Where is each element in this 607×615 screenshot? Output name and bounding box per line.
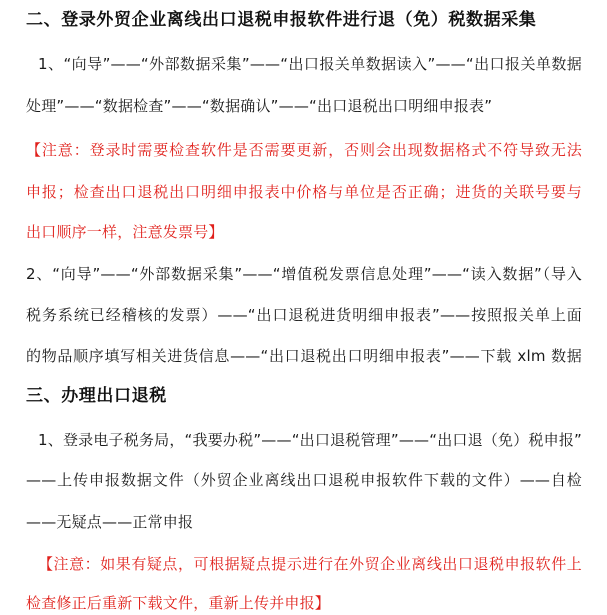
note-1-line-1: 【注意：登录时需要检查软件是否需要更新，否则会出现数据格式不符导致无法 <box>26 141 582 159</box>
note-1-line-3: 出口顺序一样，注意发票号】 <box>26 223 224 241</box>
note-1-line-2: 申报；检查出口退税出口明细申报表中价格与单位是否正确；进货的关联号要与 <box>26 183 582 201</box>
section-2-heading: 二、登录外贸企业离线出口退税申报软件进行退（免）税数据采集 <box>26 10 537 30</box>
section-3-step-1-line-2: ——上传申报数据文件（外贸企业离线出口退税申报软件下载的文件）——自检 <box>26 471 582 489</box>
section-3-step-1-line-3: ——无疑点——正常申报 <box>26 513 194 531</box>
step-1-line-2: 处理”——“数据检查”——“数据确认”——“出口退税出口明细申报表” <box>26 97 493 115</box>
step-2-line-3: 的物品顺序填写相关进货信息——“出口退税出口明细申报表”——下载 xlm 数据 <box>26 347 582 365</box>
step-1-line-1: 1、“向导”——“外部数据采集”——“出口报关单数据读入”——“出口报关单数据 <box>38 55 582 73</box>
note-2-line-1: 【注意：如果有疑点，可根据疑点提示进行在外贸企业离线出口退税申报软件上 <box>38 555 582 573</box>
note-2-line-2: 检查修正后重新下载文件，重新上传并申报】 <box>26 594 331 612</box>
step-2-line-2: 税务系统已经稽核的发票）——“出口退税进货明细申报表”——按照报关单上面 <box>26 306 582 324</box>
section-3-step-1-line-1: 1、登录电子税务局，“我要办税”——“出口退税管理”——“出口退（免）税申报” <box>38 431 582 449</box>
section-3-heading: 三、办理出口退税 <box>26 386 167 406</box>
step-2-line-1: 2、“向导”——“外部数据采集”——“增值税发票信息处理”——“读入数据”（导入 <box>26 265 582 283</box>
